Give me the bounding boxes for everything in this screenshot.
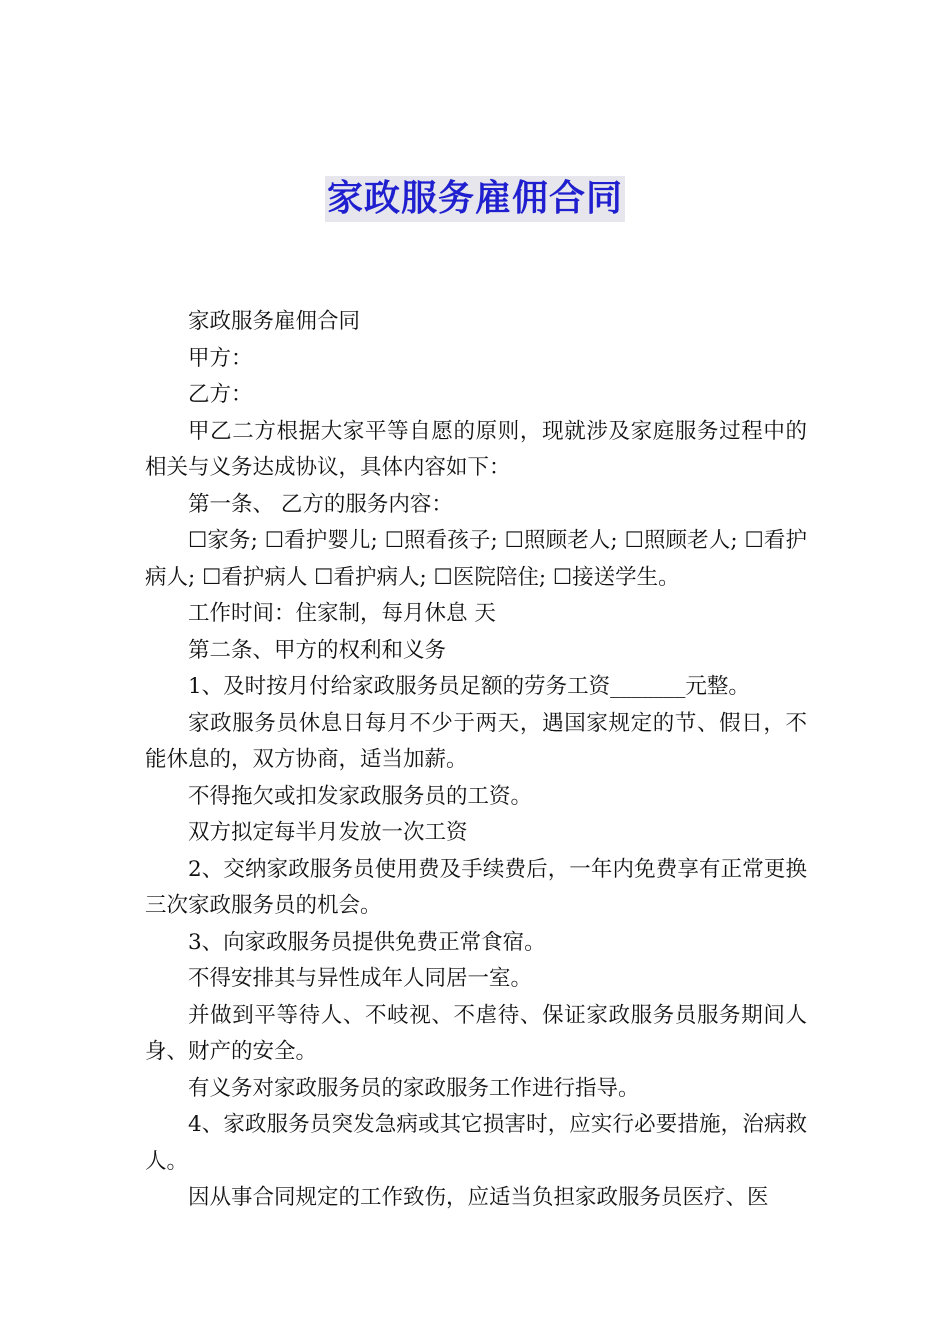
paragraph-clause-4: 4、家政服务员突发急病或其它损害时，应实行必要措施，治病救人。 bbox=[145, 1112, 807, 1174]
paragraph-heading: 家政服务雇佣合同 bbox=[188, 309, 361, 334]
paragraph-party-b: 乙方： bbox=[188, 382, 253, 407]
paragraph-no-arrears: 不得拖欠或扣发家政服务员的工资。 bbox=[188, 783, 533, 809]
paragraph-clause-2: 2、交纳家政服务员使用费及手续费后，一年内免费享有正常更换三次家政服务员的机会。 bbox=[145, 856, 807, 918]
document-body bbox=[145, 304, 807, 1217]
paragraph-intro: 甲乙二方根据大家平等自愿的原则，现就涉及家庭服务过程中的相关与义务达成协议，具体内容如下： bbox=[145, 418, 807, 480]
paragraph-guidance: 有义务对家政服务员的家政服务工作进行指导。 bbox=[188, 1075, 640, 1101]
paragraph-clause-3: 3、向家政服务员提供免费正常食宿。 bbox=[188, 929, 546, 955]
paragraph-rest-days: 家政服务员休息日每月不少于两天，遇国家规定的节、假日，不能休息的，双方协商，适当加薪。 bbox=[145, 710, 807, 772]
paragraph-equal-treatment: 并做到平等待人、不岐视、不虐待、保证家政服务员服务期间人身、财产的安全。 bbox=[145, 1002, 807, 1064]
paragraph-article-1: 第一条、 乙方的服务内容： bbox=[188, 491, 453, 517]
title-container bbox=[0, 176, 950, 222]
paragraph-party-a: 甲方： bbox=[188, 345, 253, 371]
paragraph-injury: 因从事合同规定的工作致伤，应适当负担家政服务员医疗、医 bbox=[188, 1185, 769, 1210]
paragraph-clause-1: 1、及时按月付给家政服务员足额的劳务工资_______元整。 bbox=[188, 674, 750, 699]
paragraph-article-2: 第二条、甲方的权利和义务 bbox=[188, 637, 447, 663]
paragraph-no-cohabit: 不得安排其与异性成年人同居一室。 bbox=[188, 966, 533, 991]
document-title: 家政服务雇佣合同 bbox=[325, 176, 625, 222]
paragraph-service-options: ☐家务; ☐看护婴儿; ☐照看孩子; ☐照顾老人; ☐照顾老人; ☐看护病人; ☐看护病人 ☐看护病人; ☐医院陪住; ☐接送学生。 bbox=[145, 528, 807, 590]
paragraph-pay-schedule: 双方拟定每半月发放一次工资 bbox=[188, 820, 468, 845]
paragraph-work-time: 工作时间：住家制，每月休息 天 bbox=[188, 601, 496, 626]
